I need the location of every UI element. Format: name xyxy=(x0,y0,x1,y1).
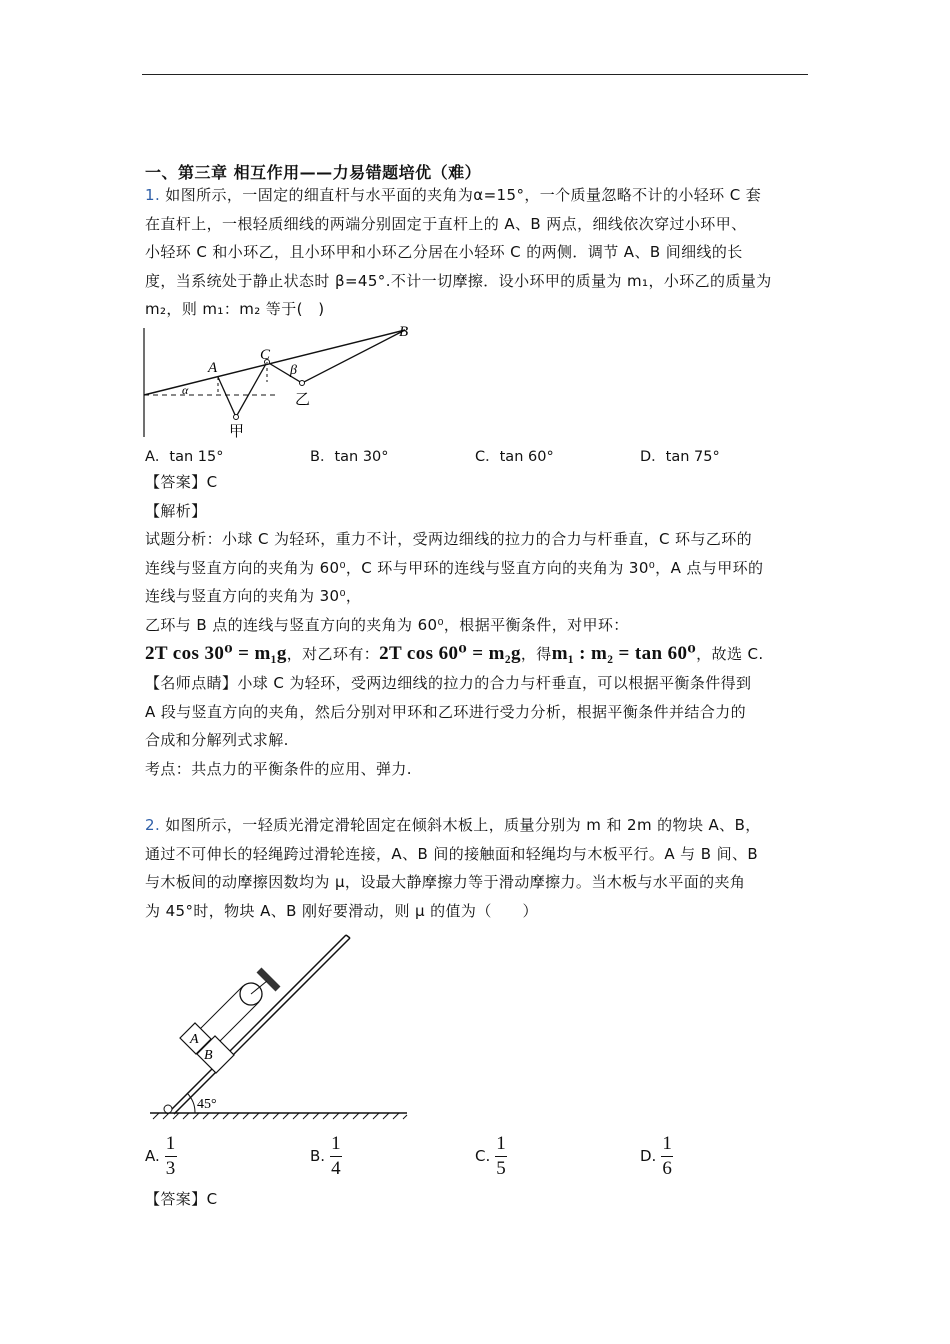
q1-line: 在直杆上，一根轻质细线的两端分别固定于直杆上的 A、B 两点，细线依次穿过小环甲、 xyxy=(145,214,747,233)
question-1-stem xyxy=(145,181,805,324)
q2-option-c: C. $\frac{1}{5}$ xyxy=(475,1133,506,1179)
q2-line: 为 45°时，物块 A、B 刚好要滑动，则 μ 的值为（ ） xyxy=(145,901,538,920)
formula-eq1: 2T cos 30⁰ = m₁g xyxy=(145,643,287,664)
label-jia: 甲 xyxy=(229,424,245,440)
analysis-line: 试题分析：小球 C 为轻环，重力不计，受两边细线的拉力的合力与杆垂直，C 环与乙环的 xyxy=(145,530,753,548)
q1-option-c: C．tan 60° xyxy=(475,449,554,465)
fraction: $\frac{1}{6}$ xyxy=(662,1133,672,1179)
q2-line: 通过不可伸长的轻绳跨过滑轮连接，A、B 间的接触面和轻绳均与木板平行。A 与 B 间、B xyxy=(145,844,759,863)
q2-option-b: B. $\frac{1}{4}$ xyxy=(310,1133,341,1179)
kaodian: 考点：共点力的平衡条件的应用、弹力. xyxy=(145,759,412,778)
q1-line: m₂，则 m₁：m₂ 等于( ) xyxy=(145,300,325,318)
analysis-line: 连线与竖直方向的夹角为 60⁰，C 环与甲环的连线与竖直方向的夹角为 30⁰，A 点与甲环的 xyxy=(145,558,764,577)
label-A: A xyxy=(208,360,218,376)
q2-line: 与木板间的动摩擦因数均为 μ，设最大静摩擦力等于滑动摩擦力。当木板与水平面的夹角 xyxy=(145,873,746,891)
analysis-line: 乙环与 B 点的连线与竖直方向的夹角为 60⁰，根据平衡条件，对甲环： xyxy=(145,615,629,634)
teacher-note-line: 合成和分解列式求解. xyxy=(145,731,289,749)
header-rule xyxy=(142,74,808,75)
question-2-stem xyxy=(145,811,805,925)
label-alpha: α xyxy=(182,383,189,397)
teacher-note-line: 【名师点睛】小球 C 为轻环，受两边细线的拉力的合力与杆垂直，可以根据平衡条件得到 xyxy=(145,674,752,692)
q2-line: 2. 如图所示，一轻质光滑定滑轮固定在倾斜木板上，质量分别为 m 和 2m 的物块 A、B， xyxy=(145,816,761,834)
q1-line: 1. 如图所示，一固定的细直杆与水平面的夹角为α=15°，一个质量忽略不计的小轻环 C 套 xyxy=(145,186,762,204)
q2-figure xyxy=(145,928,415,1128)
fraction: $\frac{1}{5}$ xyxy=(496,1133,506,1179)
q2-answer: 【答案】C xyxy=(145,1190,218,1208)
q1-line: 度，当系统处于静止状态时 β=45°.不计一切摩擦．设小环甲的质量为 m₁，小环乙的质量为 xyxy=(145,271,772,290)
fraction: $\frac{1}{4}$ xyxy=(331,1133,341,1179)
formula-line: 2T cos 30⁰ = m₁g，对乙环有：2T cos 60⁰ = m₂g，得m₁ : m₂ = tan 60⁰，故选 C. xyxy=(145,643,764,664)
question-number: 2. xyxy=(145,816,161,834)
label-C: C xyxy=(260,347,271,363)
label-B: B xyxy=(204,1048,213,1063)
section-title: 一、第三章 相互作用——力易错题培优（难） xyxy=(145,163,482,182)
q1-option-d: D．tan 75° xyxy=(640,449,720,465)
q1-option-b: B．tan 30° xyxy=(310,449,389,465)
analysis-line: 连线与竖直方向的夹角为 30⁰， xyxy=(145,587,362,605)
label-B: B xyxy=(399,324,409,340)
q1-analysis-header: 【解析】 xyxy=(145,501,207,520)
label-A: A xyxy=(190,1032,199,1047)
formula-eq2: 2T cos 60⁰ = m₂g xyxy=(379,643,521,664)
q1-answer: 【答案】C xyxy=(145,473,218,491)
q1-option-a: A．tan 15° xyxy=(145,449,224,465)
question-number: 1. xyxy=(145,186,161,204)
formula-eq3: m₁ : m₂ = tan 60⁰ xyxy=(551,643,697,664)
q2-option-d: D. $\frac{1}{6}$ xyxy=(640,1133,672,1179)
q1-figure xyxy=(140,322,420,442)
label-angle: 45° xyxy=(197,1097,217,1112)
label-beta: β xyxy=(290,363,297,378)
fraction: $\frac{1}{3}$ xyxy=(165,1133,176,1179)
q2-option-a: A. $\frac{1}{3}$ xyxy=(145,1133,176,1179)
label-yi: 乙 xyxy=(295,392,311,408)
teacher-note-line: A 段与竖直方向的夹角，然后分别对甲环和乙环进行受力分析，根据平衡条件并结合力的 xyxy=(145,702,747,721)
q1-solution xyxy=(145,468,805,783)
q1-line: 小轻环 C 和小环乙，且小环甲和小环乙分居在小轻环 C 的两侧．调节 A、B 间细线的长 xyxy=(145,243,743,261)
